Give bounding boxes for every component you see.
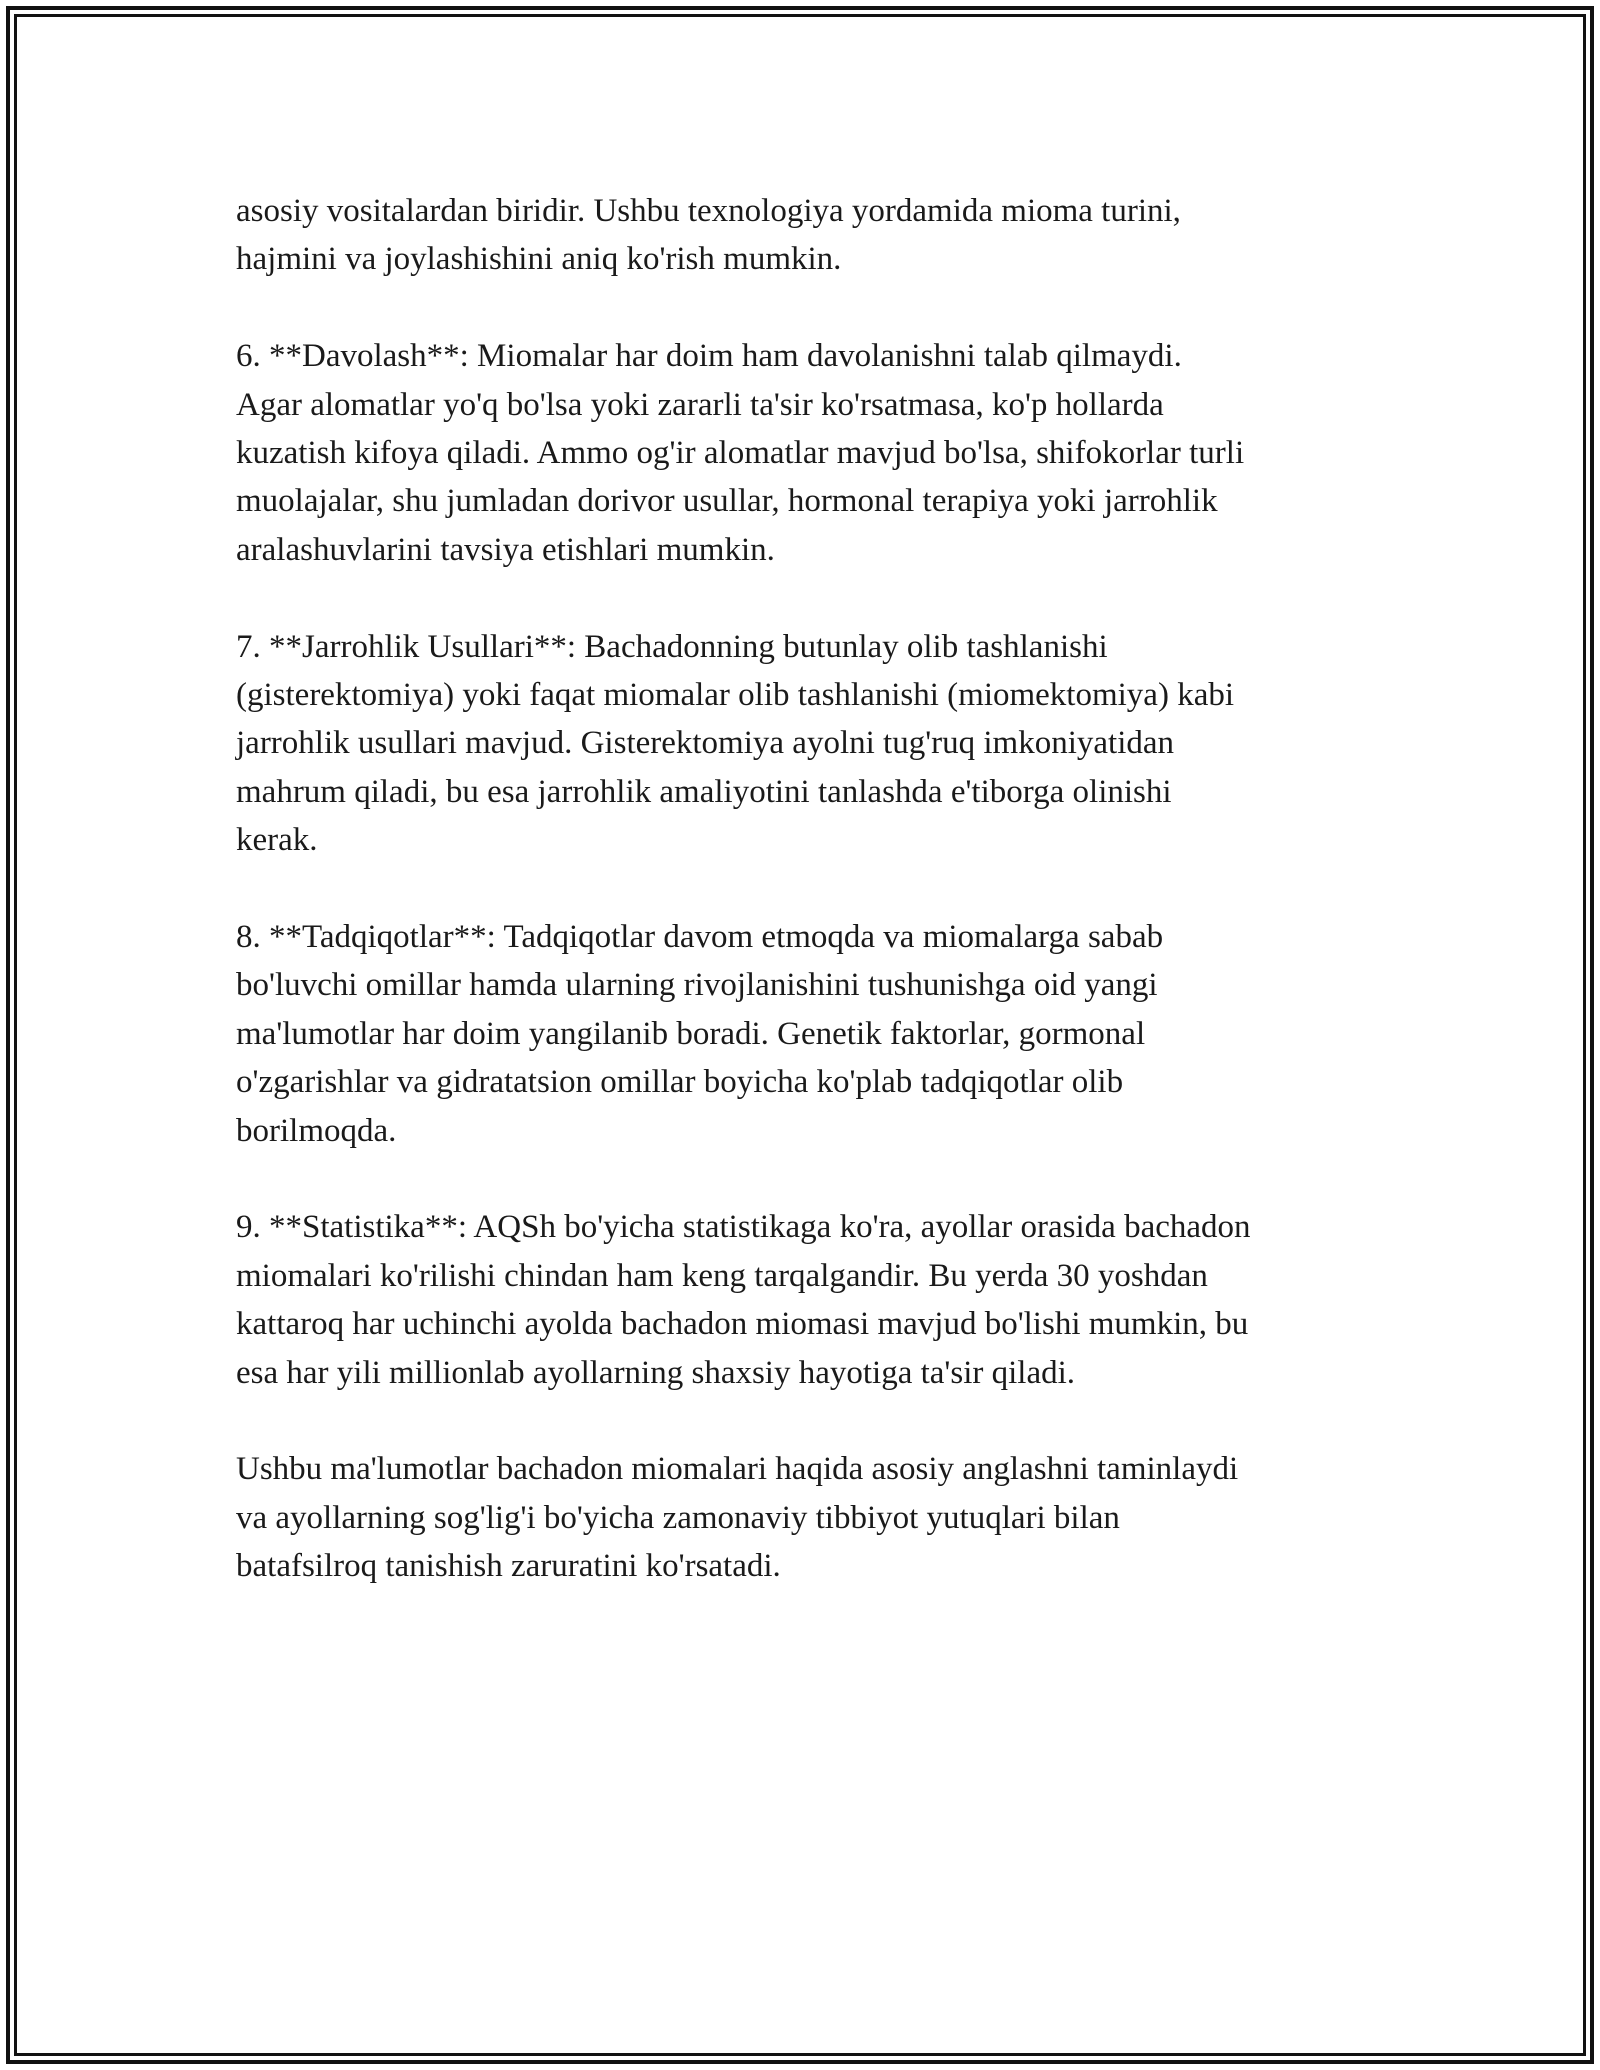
text-line: hajmini va joylashishini aniq ko'rish mumkin. [236,241,842,278]
text-line: 9. **Statistika**: AQSh bo'yicha statistikaga ko'ra, ayollar orasida bachadon [236,1209,1251,1246]
paragraph-item-9-statistika [236,1203,1376,1397]
text-line: kerak. [236,822,318,859]
text-line: 6. **Davolash**: Miomalar har doim ham davolanishni talab qilmaydi. [236,338,1182,375]
document-body [236,187,1376,1591]
paragraph-item-6-davolash [236,332,1376,574]
text-line: jarrohlik usullari mavjud. Gisterektomiya ayolni tug'ruq imkoniyatidan [236,725,1175,762]
text-line: mahrum qiladi, bu esa jarrohlik amaliyotini tanlashda e'tiborga olinishi [236,773,1172,810]
text-line: Agar alomatlar yo'q bo'lsa yoki zararli ta'sir ko'rsatmasa, ko'p hollarda [236,386,1164,423]
text-line: 7. **Jarrohlik Usullari**: Bachadonning butunlay olib tashlanishi [236,628,1108,665]
paragraph-conclusion [236,1445,1376,1590]
text-line: (gisterektomiya) yoki faqat miomalar olib tashlanishi (miomektomiya) kabi [236,677,1235,714]
text-line: miomalari ko'rilishi chindan ham keng tarqalgandir. Bu yerda 30 yoshdan [236,1257,1208,1294]
text-line: esa har yili millionlab ayollarning shaxsiy hayotiga ta'sir qiladi. [236,1354,1076,1391]
text-line: o'zgarishlar va gidratatsion omillar boyicha ko'plab tadqiqotlar olib [236,1064,1124,1101]
text-line: kattaroq har uchinchi ayolda bachadon miomasi mavjud bo'lishi mumkin, bu [236,1306,1249,1343]
text-line: bo'luvchi omillar hamda ularning rivojlanishini tushunishga oid yangi [236,967,1158,1004]
text-line: va ayollarning sog'lig'i bo'yicha zamonaviy tibbiyot yutuqlari bilan [236,1499,1120,1536]
paragraph-item-8-tadqiqotlar [236,913,1376,1155]
text-line: asosiy vositalardan biridir. Ushbu texnologiya yordamida mioma turini, [236,193,1181,229]
text-line: 8. **Tadqiqotlar**: Tadqiqotlar davom etmoqda va miomalarga sabab [236,919,1164,956]
text-line: batafsilroq tanishish zaruratini ko'rsatadi. [236,1548,781,1585]
text-line: Ushbu ma'lumotlar bachadon miomalari haqida asosiy anglashni taminlaydi [236,1451,1239,1488]
text-line: borilmoqda. [236,1112,397,1149]
paragraph-continuation [236,187,1376,284]
text-line: ma'lumotlar har doim yangilanib boradi. Genetik faktorlar, gormonal [236,1015,1146,1052]
paragraph-item-7-jarrohlik [236,623,1376,865]
text-line: muolajalar, shu jumladan dorivor usullar, hormonal terapiya yoki jarrohlik [236,483,1218,520]
text-line: kuzatish kifoya qiladi. Ammo og'ir alomatlar mavjud bo'lsa, shifokorlar turli [236,435,1245,472]
text-line: aralashuvlarini tavsiya etishlari mumkin. [236,531,775,568]
